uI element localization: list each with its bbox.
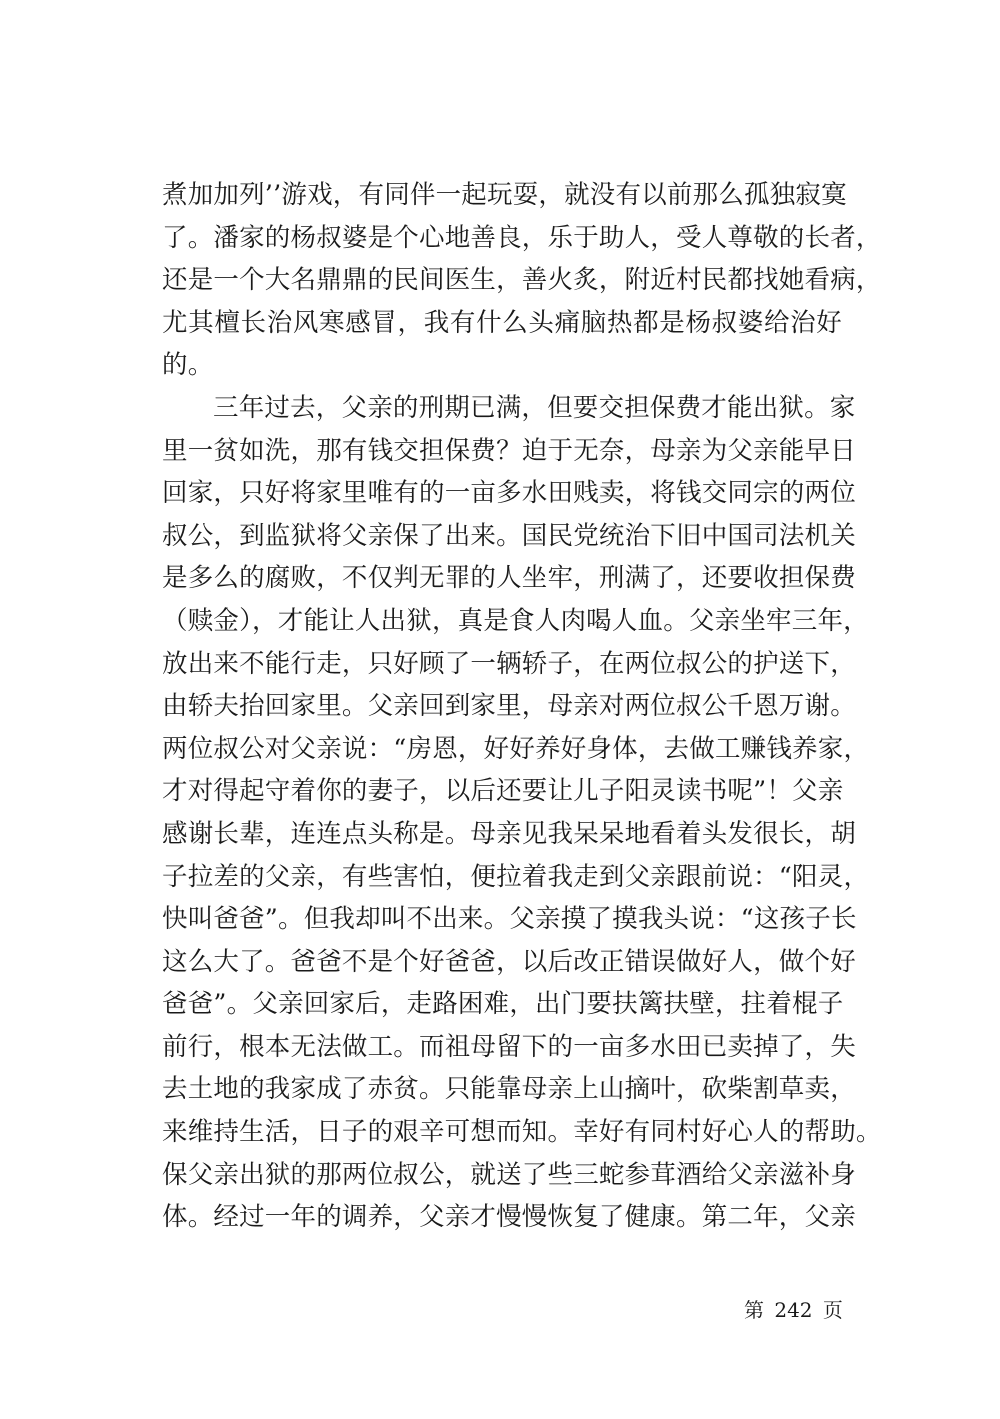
text-line: 爸爸”。父亲回家后，走路困难，出门要扶篱扶壁，拄着棍子 bbox=[162, 989, 844, 1020]
text-line: 保父亲出狱的那两位叔公，就送了些三蛇参茸酒给父亲滋补身 bbox=[162, 1159, 856, 1190]
body-text bbox=[162, 174, 882, 1239]
paragraph-1 bbox=[162, 174, 882, 387]
text-line: 前行，根本无法做工。而祖母留下的一亩多水田已卖掉了，失 bbox=[162, 1031, 856, 1062]
text-line: 快叫爸爸”。但我却叫不出来。父亲摸了摸我头说：“这孩子长 bbox=[162, 904, 857, 935]
text-line: 由轿夫抬回家里。父亲回到家里，母亲对两位叔公千恩万谢。 bbox=[162, 691, 856, 722]
text-line: 是多么的腐败，不仅判无罪的人坐牢，刑满了，还要收担保费 bbox=[162, 563, 856, 594]
text-line: 两位叔公对父亲说：“房恩，好好养好身体，去做工赚钱养家， bbox=[162, 733, 870, 764]
text-line: 还是一个大名鼎鼎的民间医生，善火炙，附近村民都找她看病， bbox=[162, 265, 882, 296]
text-line: 里一贫如洗，那有钱交担保费？迫于无奈，母亲为父亲能早日 bbox=[162, 435, 856, 466]
text-line: 回家，只好将家里唯有的一亩多水田贱卖，将钱交同宗的两位 bbox=[162, 478, 856, 509]
text-line: 叔公，到监狱将父亲保了出来。国民党统治下旧中国司法机关 bbox=[162, 520, 856, 551]
text-line: （赎金），才能让人出狱，真是食人肉喝人血。父亲坐牢三年， bbox=[162, 605, 869, 636]
paragraph-2 bbox=[162, 387, 882, 1239]
text-line: 煮加加列’’游戏，有同伴一起玩耍，就没有以前那么孤独寂寞 bbox=[162, 180, 847, 210]
text-line: 的。 bbox=[162, 350, 214, 381]
text-line: 去土地的我家成了赤贫。只能靠母亲上山摘叶，砍柴割草卖， bbox=[162, 1074, 856, 1105]
text-line: 来维持生活，日子的艰辛可想而知。幸好有同村好心人的帮助。 bbox=[162, 1117, 882, 1148]
text-line: 这么大了。爸爸不是个好爸爸，以后改正错误做好人，做个好 bbox=[162, 946, 856, 977]
text-line: 体。经过一年的调养，父亲才慢慢恢复了健康。第二年，父亲 bbox=[162, 1202, 856, 1233]
text-line: 子拉差的父亲，有些害怕，便拉着我走到父亲跟前说：“阳灵， bbox=[162, 861, 870, 892]
text-line: 了。潘家的杨叔婆是个心地善良，乐于助人，受人尊敬的长者， bbox=[162, 222, 882, 253]
text-line: 才对得起守着你的妻子，以后还要让儿子阳灵读书呢”！父亲 bbox=[162, 776, 844, 807]
page-number: 第 242 页 bbox=[744, 1298, 843, 1322]
text-line: 感谢长辈，连连点头称是。母亲见我呆呆地看着头发很长，胡 bbox=[162, 818, 856, 849]
text-line: 放出来不能行走，只好顾了一辆轿子，在两位叔公的护送下， bbox=[162, 648, 856, 679]
text-line: 三年过去，父亲的刑期已满，但要交担保费才能出狱。家 bbox=[213, 392, 856, 423]
text-line: 尤其檀长治风寒感冒，我有什么头痛脑热都是杨叔婆给治好 bbox=[162, 307, 842, 338]
